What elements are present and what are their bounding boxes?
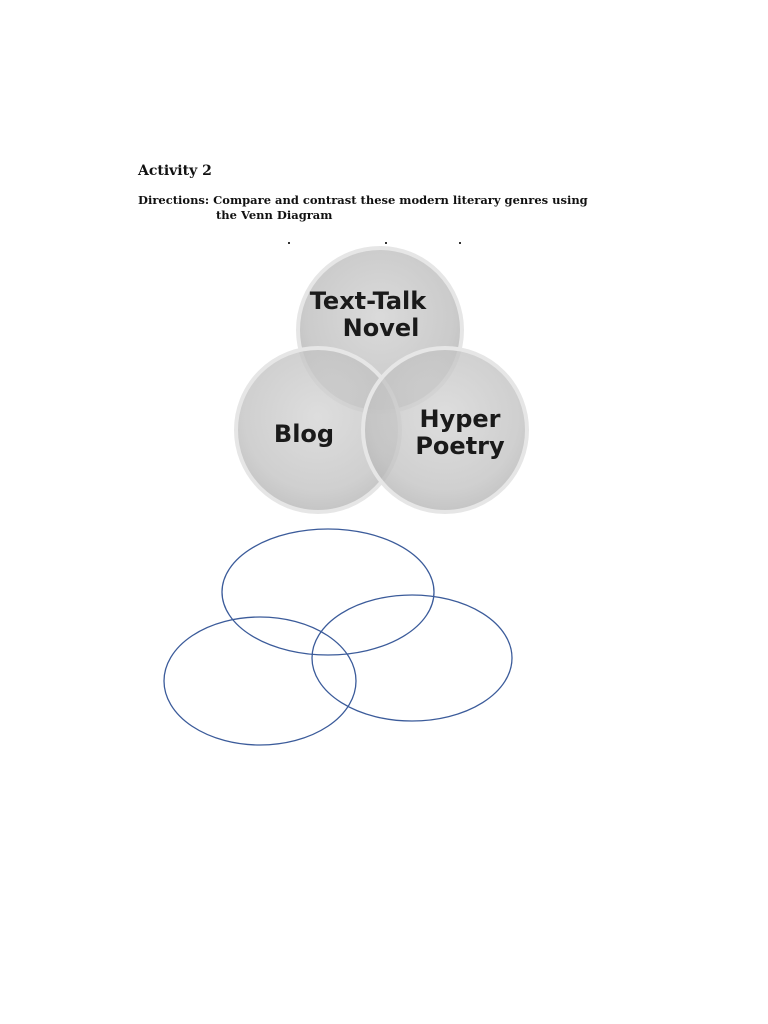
blank-venn-ellipse-left[interactable] [164,617,356,745]
venn-label-hyper: Hyper [419,405,501,433]
directions-line-2: the Venn Diagram [216,208,333,222]
activity-title: Activity 2 [138,163,212,179]
directions-line-1: Directions: Compare and contrast these modern literary genres using [138,193,588,207]
venn-label-blog: Blog [273,420,335,448]
example-venn-diagram [236,248,527,512]
blank-venn-diagram [164,529,512,745]
venn-label-poetry: Poetry [415,432,505,460]
venn-label-text-talk: Text-Talk [309,287,427,315]
venn-label-novel: Novel [342,314,420,342]
blank-venn-ellipse-right[interactable] [312,595,512,721]
